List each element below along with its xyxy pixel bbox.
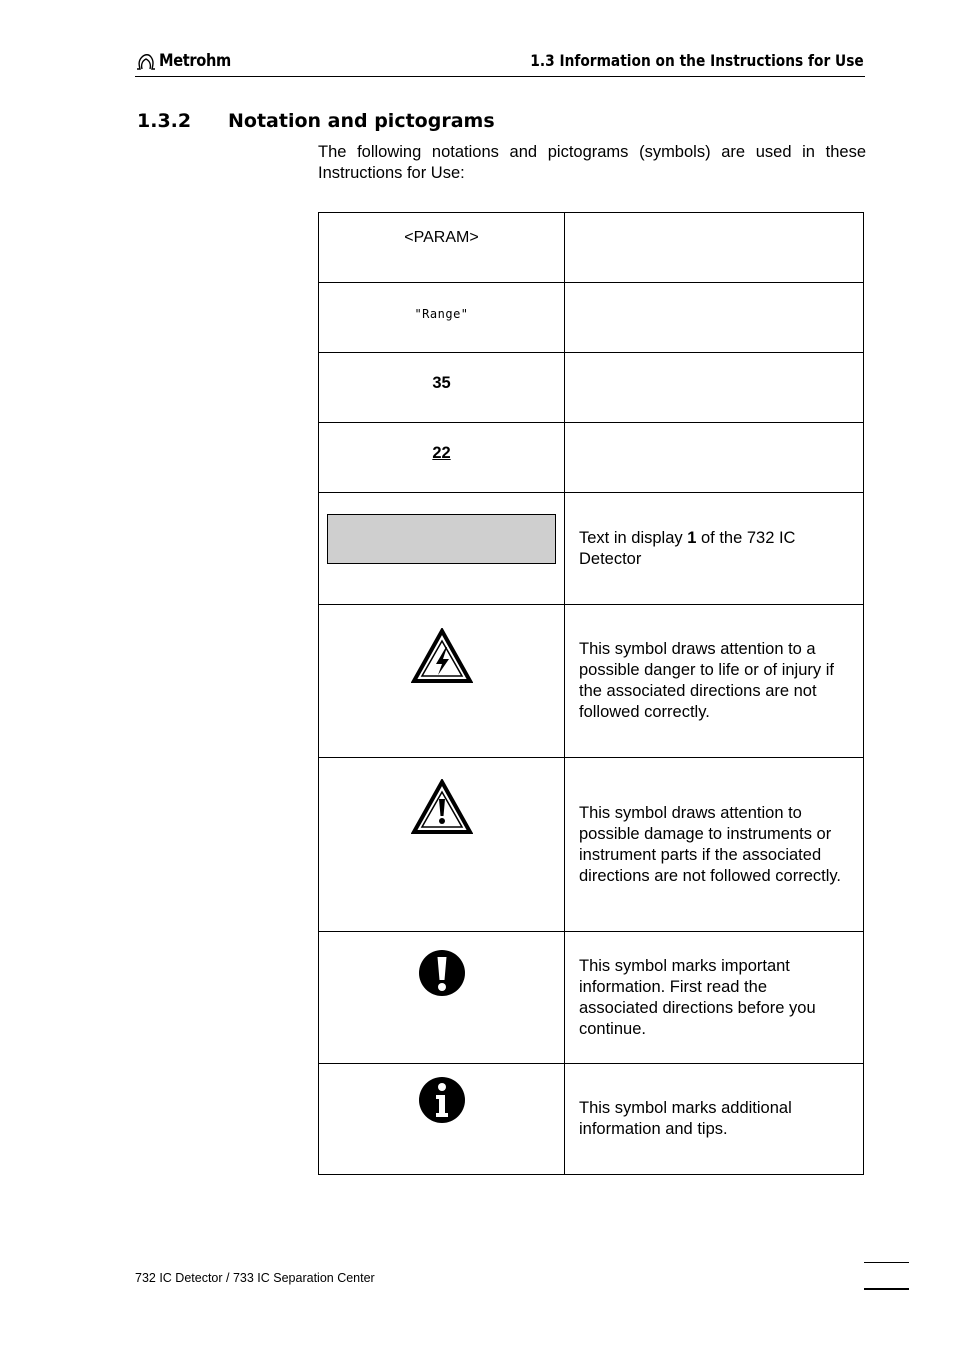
section-title: Notation and pictograms <box>228 110 495 132</box>
table-row <box>319 213 864 283</box>
table-row <box>319 1064 864 1175</box>
brand-logo <box>135 50 243 72</box>
important-exclamation-icon <box>418 949 466 997</box>
display-number: 1 <box>687 528 697 547</box>
metrohm-logo-icon <box>135 51 157 71</box>
symbol-cell <box>319 605 565 758</box>
footer-product-name: 732 IC Detector / 733 IC Separation Center <box>135 1271 375 1285</box>
symbol-cell <box>319 283 565 353</box>
table-row <box>319 283 864 353</box>
symbol-cell <box>319 423 565 493</box>
symbol-cell <box>319 932 565 1064</box>
description-cell: This symbol marks additional information and tips. <box>565 1064 864 1175</box>
table-row <box>319 493 864 605</box>
intro-paragraph: The following notations and pictograms (symbols) are used in these Instructions for Use: <box>318 143 866 182</box>
brand-name: Metrohm <box>159 51 231 71</box>
description-text: of the 732 IC Detector <box>579 528 796 568</box>
symbol-cell <box>319 213 565 283</box>
warning-icon <box>411 779 473 835</box>
table-row <box>319 758 864 932</box>
footer-divider-bottom <box>864 1288 909 1290</box>
description-cell <box>565 213 864 283</box>
footer-divider-top <box>864 1262 909 1263</box>
table-row <box>319 423 864 493</box>
table-row <box>319 353 864 423</box>
symbol-cell <box>319 1064 565 1175</box>
symbol-cell <box>319 353 565 423</box>
param-notation: <PARAM> <box>404 228 479 246</box>
symbol-cell <box>319 758 565 932</box>
underlined-number-notation: 22 <box>432 444 451 462</box>
range-notation: "Range" <box>414 306 469 321</box>
description-cell: This symbol draws attention to a possible danger to life or of injury if the associated directions are not followed correctly. <box>565 605 864 758</box>
info-icon <box>418 1076 466 1124</box>
description-cell <box>565 423 864 493</box>
notation-table <box>318 212 864 1175</box>
electrical-hazard-icon <box>411 628 473 684</box>
table-row <box>319 605 864 758</box>
header-divider <box>135 76 865 77</box>
description-cell <box>565 283 864 353</box>
bold-number-notation: 35 <box>432 374 451 392</box>
symbol-cell <box>319 493 565 605</box>
description-cell <box>565 493 864 605</box>
description-cell <box>565 353 864 423</box>
description-text: Text in display <box>579 528 688 547</box>
display-text-box <box>327 514 556 564</box>
table-row <box>319 932 864 1064</box>
description-cell: This symbol marks important information. First read the associated directions before you continue. <box>565 932 864 1064</box>
running-header-title: 1.3 Information on the Instructions for Use <box>530 51 864 70</box>
description-cell: This symbol draws attention to possible damage to instruments or instrument parts if the associated directions are not followed correctly. <box>565 758 864 932</box>
section-number: 1.3.2 <box>137 110 192 132</box>
